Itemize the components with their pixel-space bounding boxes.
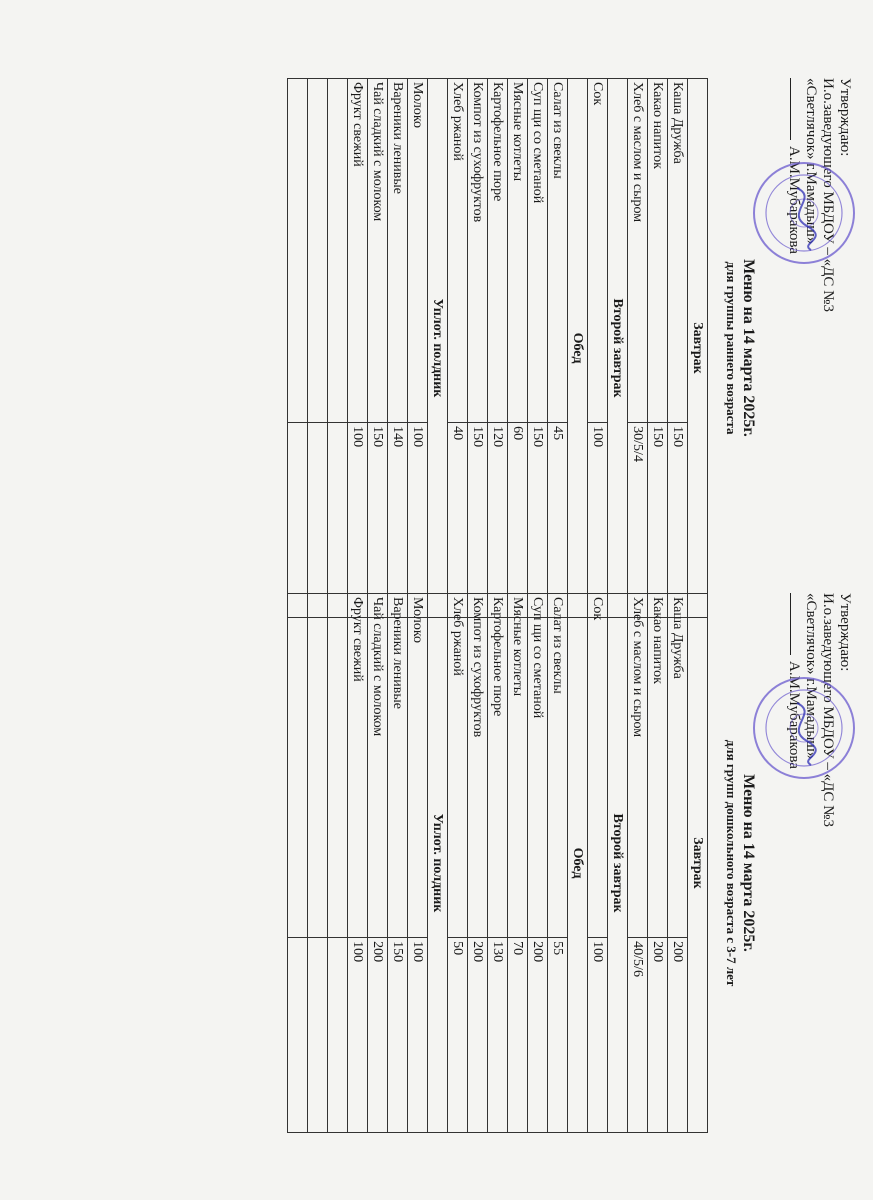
table-row [328, 79, 348, 618]
dish-name [288, 79, 308, 423]
section-heading: Завтрак [688, 79, 708, 618]
approval-line-1: Утверждаю: [837, 593, 853, 672]
menu-subtitle: для группы раннего возраста [724, 261, 739, 435]
portion-amount: 100 [348, 938, 368, 1133]
portion-amount: 150 [528, 423, 548, 618]
table-row [528, 594, 548, 1133]
table-row [548, 79, 568, 618]
portion-amount: 130 [488, 938, 508, 1133]
dish-name: Хлеб ржаной [448, 594, 468, 938]
portion-amount [308, 938, 328, 1133]
section-heading: Второй завтрак [608, 79, 628, 618]
table-row [308, 79, 328, 618]
portion-amount: 100 [408, 938, 428, 1133]
signature-line [790, 593, 791, 655]
section-heading: Уплот. полдник [428, 79, 448, 618]
portion-amount [308, 423, 328, 618]
approval-block [785, 593, 853, 1133]
table-row [628, 594, 648, 1133]
dish-name: Картофельное пюре [488, 79, 508, 423]
section-row [608, 79, 628, 618]
table-row [528, 79, 548, 618]
table-row [388, 594, 408, 1133]
table-row [408, 594, 428, 1133]
approval-signature-row [785, 593, 802, 1133]
portion-amount: 50 [448, 938, 468, 1133]
signature-line [790, 78, 791, 140]
dish-name: Сок [588, 79, 608, 423]
portion-amount: 40 [448, 423, 468, 618]
table-row [448, 79, 468, 618]
table-row [508, 594, 528, 1133]
portion-amount: 100 [588, 423, 608, 618]
portion-amount: 120 [488, 423, 508, 618]
menu-title: Меню на 14 марта 2025г. [740, 774, 757, 952]
portion-amount: 150 [468, 423, 488, 618]
dish-name: Какао напиток [648, 79, 668, 423]
dish-name [328, 79, 348, 423]
dish-name: Суп щи со сметаной [528, 79, 548, 423]
table-row [488, 79, 508, 618]
dish-name: Чай сладкий с молоком [368, 594, 388, 938]
section-heading: Обед [568, 594, 588, 1133]
approval-line-4: А.М.Мубаракова [786, 146, 802, 254]
portion-amount: 200 [528, 938, 548, 1133]
menu-table [287, 593, 708, 1133]
portion-amount: 40/5/6 [628, 938, 648, 1133]
table-row [368, 594, 388, 1133]
portion-amount: 140 [388, 423, 408, 618]
table-row [288, 79, 308, 618]
table-row [468, 594, 488, 1133]
dish-name: Какао напиток [648, 594, 668, 938]
approval-line-3: «Светлячок» г.Мамадыш» [803, 593, 819, 760]
portion-amount: 150 [388, 938, 408, 1133]
portion-amount [328, 423, 348, 618]
dish-name [308, 79, 328, 423]
dish-name: Чай сладкий с молоком [368, 79, 388, 423]
portion-amount: 200 [648, 938, 668, 1133]
menu-title: Меню на 14 марта 2025г. [740, 259, 757, 437]
dish-name: Салат из свеклы [548, 594, 568, 938]
dish-name: Хлеб с маслом и сыром [628, 79, 648, 423]
table-row [588, 594, 608, 1133]
portion-amount: 100 [588, 938, 608, 1133]
approval-line-1: Утверждаю: [837, 78, 853, 157]
approval-line-2: И.о.заведующего МБДОУ – «ДС №3 [820, 593, 836, 827]
portion-amount: 150 [648, 423, 668, 618]
portion-amount: 150 [368, 423, 388, 618]
dish-name: Сок [588, 594, 608, 938]
portion-amount: 150 [668, 423, 688, 618]
section-heading: Завтрак [688, 594, 708, 1133]
portion-amount: 45 [548, 423, 568, 618]
table-row [668, 594, 688, 1133]
portion-amount: 70 [508, 938, 528, 1133]
table-row [488, 594, 508, 1133]
approval-line-3: «Светлячок» г.Мамадыш» [803, 78, 819, 245]
dish-name: Хлеб с маслом и сыром [628, 594, 648, 938]
dish-name [288, 594, 308, 938]
portion-amount: 100 [348, 423, 368, 618]
dish-name: Молоко [408, 79, 428, 423]
section-heading: Обед [568, 79, 588, 618]
dish-name: Картофельное пюре [488, 594, 508, 938]
menu-preschool [63, 593, 853, 1133]
dish-name: Суп щи со сметаной [528, 594, 548, 938]
portion-amount: 30/5/4 [628, 423, 648, 618]
portion-amount: 55 [548, 938, 568, 1133]
dish-name: Компот из сухофруктов [468, 79, 488, 423]
portion-amount: 200 [368, 938, 388, 1133]
portion-amount [288, 938, 308, 1133]
table-row [648, 594, 668, 1133]
portion-amount [288, 423, 308, 618]
dish-name: Мясные котлеты [508, 79, 528, 423]
section-heading: Второй завтрак [608, 594, 628, 1133]
approval-line-2: И.о.заведующего МБДОУ – «ДС №3 [820, 78, 836, 312]
portion-amount: 200 [668, 938, 688, 1133]
dish-name: Мясные котлеты [508, 594, 528, 938]
dish-name: Фрукт свежий [348, 594, 368, 938]
section-heading: Уплот. полдник [428, 594, 448, 1133]
portion-amount: 60 [508, 423, 528, 618]
table-row [328, 594, 348, 1133]
table-row [448, 594, 468, 1133]
table-row [348, 79, 368, 618]
dish-name: Молоко [408, 594, 428, 938]
table-row [388, 79, 408, 618]
menu-early-age [63, 78, 853, 618]
menu-subtitle: для групп дошкольного возраста с 3-7 лет [724, 739, 739, 987]
section-row [568, 594, 588, 1133]
table-row [408, 79, 428, 618]
dish-name: Салат из свеклы [548, 79, 568, 423]
portion-amount: 100 [408, 423, 428, 618]
section-row [428, 79, 448, 618]
approval-signature-row [785, 78, 802, 618]
table-row [508, 79, 528, 618]
table-row [368, 79, 388, 618]
dish-name: Компот из сухофруктов [468, 594, 488, 938]
table-row [628, 79, 648, 618]
table-row [548, 594, 568, 1133]
section-row [688, 594, 708, 1133]
menu-table [287, 78, 708, 618]
table-row [468, 79, 488, 618]
table-row [288, 594, 308, 1133]
section-row [688, 79, 708, 618]
dish-name: Хлеб ржаной [448, 79, 468, 423]
portion-amount: 200 [468, 938, 488, 1133]
section-row [428, 594, 448, 1133]
dish-name: Вареники ленивые [388, 594, 408, 938]
table-row [348, 594, 368, 1133]
dish-name: Каша Дружба [668, 79, 688, 423]
approval-line-4: А.М.Мубаракова [786, 661, 802, 769]
dish-name: Каша Дружба [668, 594, 688, 938]
table-row [668, 79, 688, 618]
dish-name [308, 594, 328, 938]
dish-name: Фрукт свежий [348, 79, 368, 423]
approval-block [785, 78, 853, 618]
section-row [608, 594, 628, 1133]
dish-name: Вареники ленивые [388, 79, 408, 423]
portion-amount [328, 938, 348, 1133]
table-row [648, 79, 668, 618]
section-row [568, 79, 588, 618]
table-row [308, 594, 328, 1133]
table-row [588, 79, 608, 618]
dish-name [328, 594, 348, 938]
